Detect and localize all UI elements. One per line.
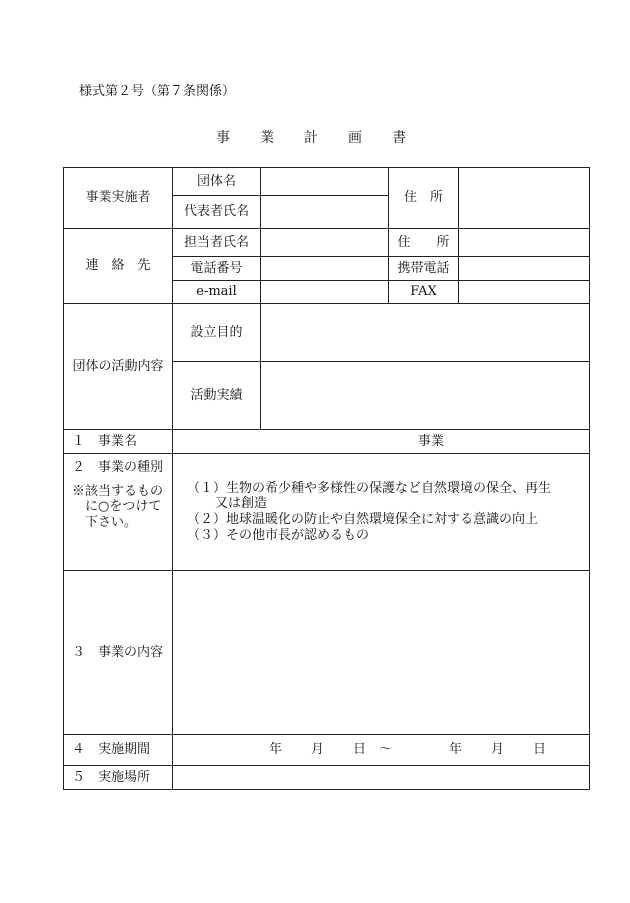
type-option-2[interactable]: （２）地球温暖化の防止や自然環境保全に対する意識の向上 [187, 512, 539, 527]
implementer-address-field[interactable] [459, 168, 590, 229]
start-year-unit: 年 [269, 742, 283, 758]
mobile-field[interactable] [459, 257, 590, 281]
implementer-address-label: 住 所 [389, 168, 459, 229]
fax-label: FAX [389, 281, 459, 304]
row-project-content [64, 571, 590, 735]
note-line-3: 下さい。 [85, 514, 138, 530]
end-month-unit: 月 [491, 742, 505, 758]
representative-field[interactable] [261, 196, 389, 229]
period-tilde: ～ [379, 742, 393, 758]
email-label: e-mail [173, 281, 261, 304]
record-field[interactable] [261, 362, 590, 430]
note-line-1: ※該当するもの [72, 483, 164, 499]
row-project-name [64, 430, 590, 454]
document-title: 事 業 計 画 書 [216, 130, 414, 146]
purpose-field[interactable] [261, 304, 590, 362]
contact-address-label: 住 所 [389, 229, 459, 257]
start-month-unit: 月 [311, 742, 325, 758]
start-day-unit: 日 [353, 742, 367, 758]
org-name-field[interactable] [261, 168, 389, 196]
row-contact-person [64, 229, 590, 257]
note-line-2: に○をつけて [85, 499, 162, 515]
mobile-label: 携帯電話 [389, 257, 459, 281]
project-name-suffix: 事業 [417, 433, 444, 449]
location-label: ５ 実施場所 [64, 766, 173, 790]
project-type-label-cell [64, 454, 173, 571]
implementer-label: 事業実施者 [64, 168, 173, 229]
record-label: 活動実績 [173, 362, 261, 430]
phone-label: 電話番号 [173, 257, 261, 281]
end-day-unit: 日 [533, 742, 547, 758]
type-option-1[interactable]: （１）生物の希少種や多様性の保護など自然環境の保全、再生 [187, 480, 552, 496]
activities-label: 団体の活動内容 [64, 304, 173, 430]
row-location [64, 766, 590, 790]
fax-field[interactable] [459, 281, 590, 304]
project-content-field[interactable] [173, 571, 590, 735]
period-label: ４ 実施期間 [64, 735, 173, 766]
period-dates [173, 742, 589, 758]
contact-person-label: 担当者氏名 [173, 229, 261, 257]
org-name-label: 団体名 [173, 168, 261, 196]
contact-label: 連 絡 先 [64, 229, 173, 304]
period-field[interactable] [173, 735, 590, 766]
row-period [64, 735, 590, 766]
project-content-label: ３ 事業の内容 [64, 571, 173, 735]
project-name-field[interactable] [173, 430, 590, 454]
location-field[interactable] [173, 766, 590, 790]
project-plan-table [63, 167, 590, 790]
row-project-type [64, 454, 590, 571]
contact-person-field[interactable] [261, 229, 389, 257]
contact-address-field[interactable] [459, 229, 590, 257]
representative-label: 代表者氏名 [173, 196, 261, 229]
email-field[interactable] [261, 281, 389, 304]
row-implementer-org [64, 168, 590, 196]
project-type-note [72, 484, 168, 531]
project-type-options[interactable] [173, 454, 590, 571]
purpose-label: 設立目的 [173, 304, 261, 362]
project-name-label: １ 事業名 [64, 430, 173, 454]
phone-field[interactable] [261, 257, 389, 281]
end-year-unit: 年 [449, 742, 463, 758]
type-option-3[interactable]: （３）その他市長が認めるもの [187, 527, 370, 543]
form-number: 様式第２号（第７条関係） [79, 84, 236, 99]
type-option-1-cont: 又は創造 [215, 496, 268, 512]
row-activities-purpose [64, 304, 590, 362]
project-type-label: ２ 事業の種別 [72, 460, 164, 475]
